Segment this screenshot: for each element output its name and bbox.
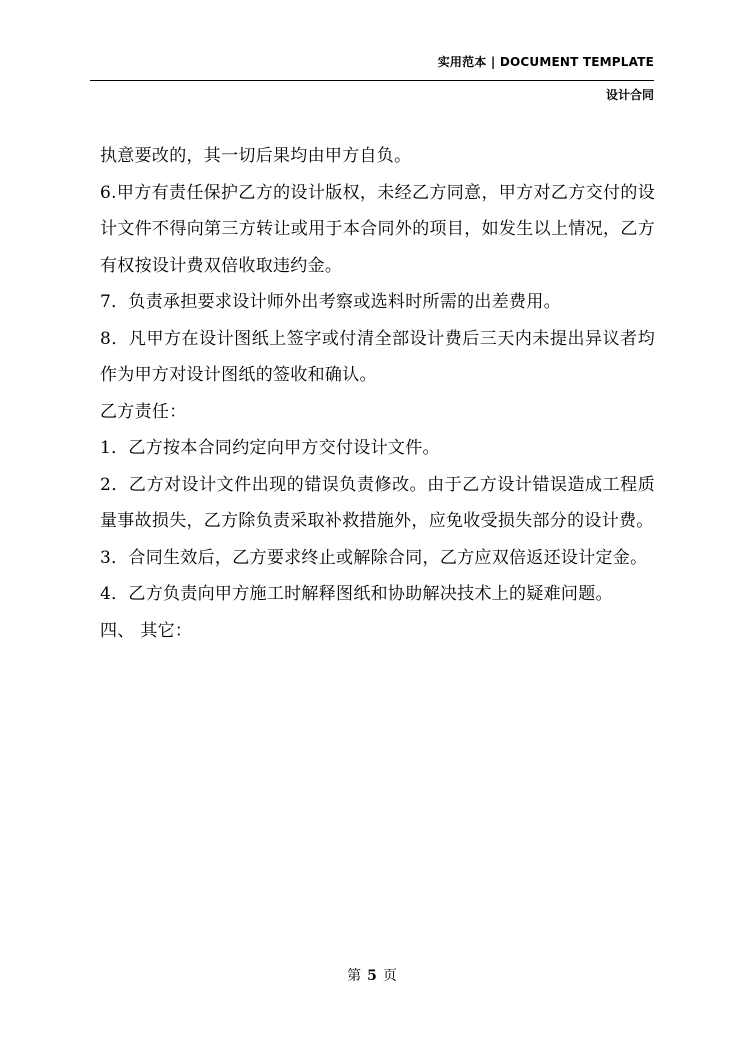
paragraph: 4．乙方负责向甲方施工时解释图纸和协助解决技术上的疑难问题。 (100, 584, 613, 604)
page-header-subtitle: 设计合同 (605, 88, 654, 102)
paragraph: 7．负责承担要求设计师外出考察或选料时所需的出差费用。 (100, 292, 561, 312)
paragraph: 8．凡甲方在设计图纸上签字或付清全部设计费后三天内未提出异议者均作为甲方对设计图纸的签收和确认。 (100, 328, 655, 385)
paragraph: 1．乙方按本合同约定向甲方交付设计文件。 (100, 438, 440, 458)
paragraph: 3．合同生效后，乙方要求终止或解除合同，乙方应双倍返还设计定金。 (100, 547, 648, 568)
page-number: 5 (367, 968, 377, 984)
paragraph: 执意要改的，其一切后果均由甲方自负。 (100, 146, 412, 166)
page-footer (0, 965, 744, 985)
footer-prefix: 第 (347, 968, 362, 984)
paragraph: 6.甲方有责任保护乙方的设计版权，未经乙方同意，甲方对乙方交付的设计文件不得向第三方转让或用于本合同外的项目，如发生以上情况，乙方有权按设计费双倍收取违约金。 (100, 182, 655, 276)
section-heading: 乙方责任： (100, 401, 187, 422)
document-body (100, 138, 655, 649)
footer-suffix: 页 (382, 968, 397, 984)
section-heading: 四、 其它： (100, 620, 193, 641)
header-divider (90, 80, 654, 81)
paragraph: 2．乙方对设计文件出现的错误负责修改。由于乙方设计错误造成工程质量事故损失，乙方除负责采取补救措施外，应免收受损失部分的设计费。 (100, 474, 655, 531)
page-header-title: 实用范本 | DOCUMENT TEMPLATE (437, 55, 654, 69)
